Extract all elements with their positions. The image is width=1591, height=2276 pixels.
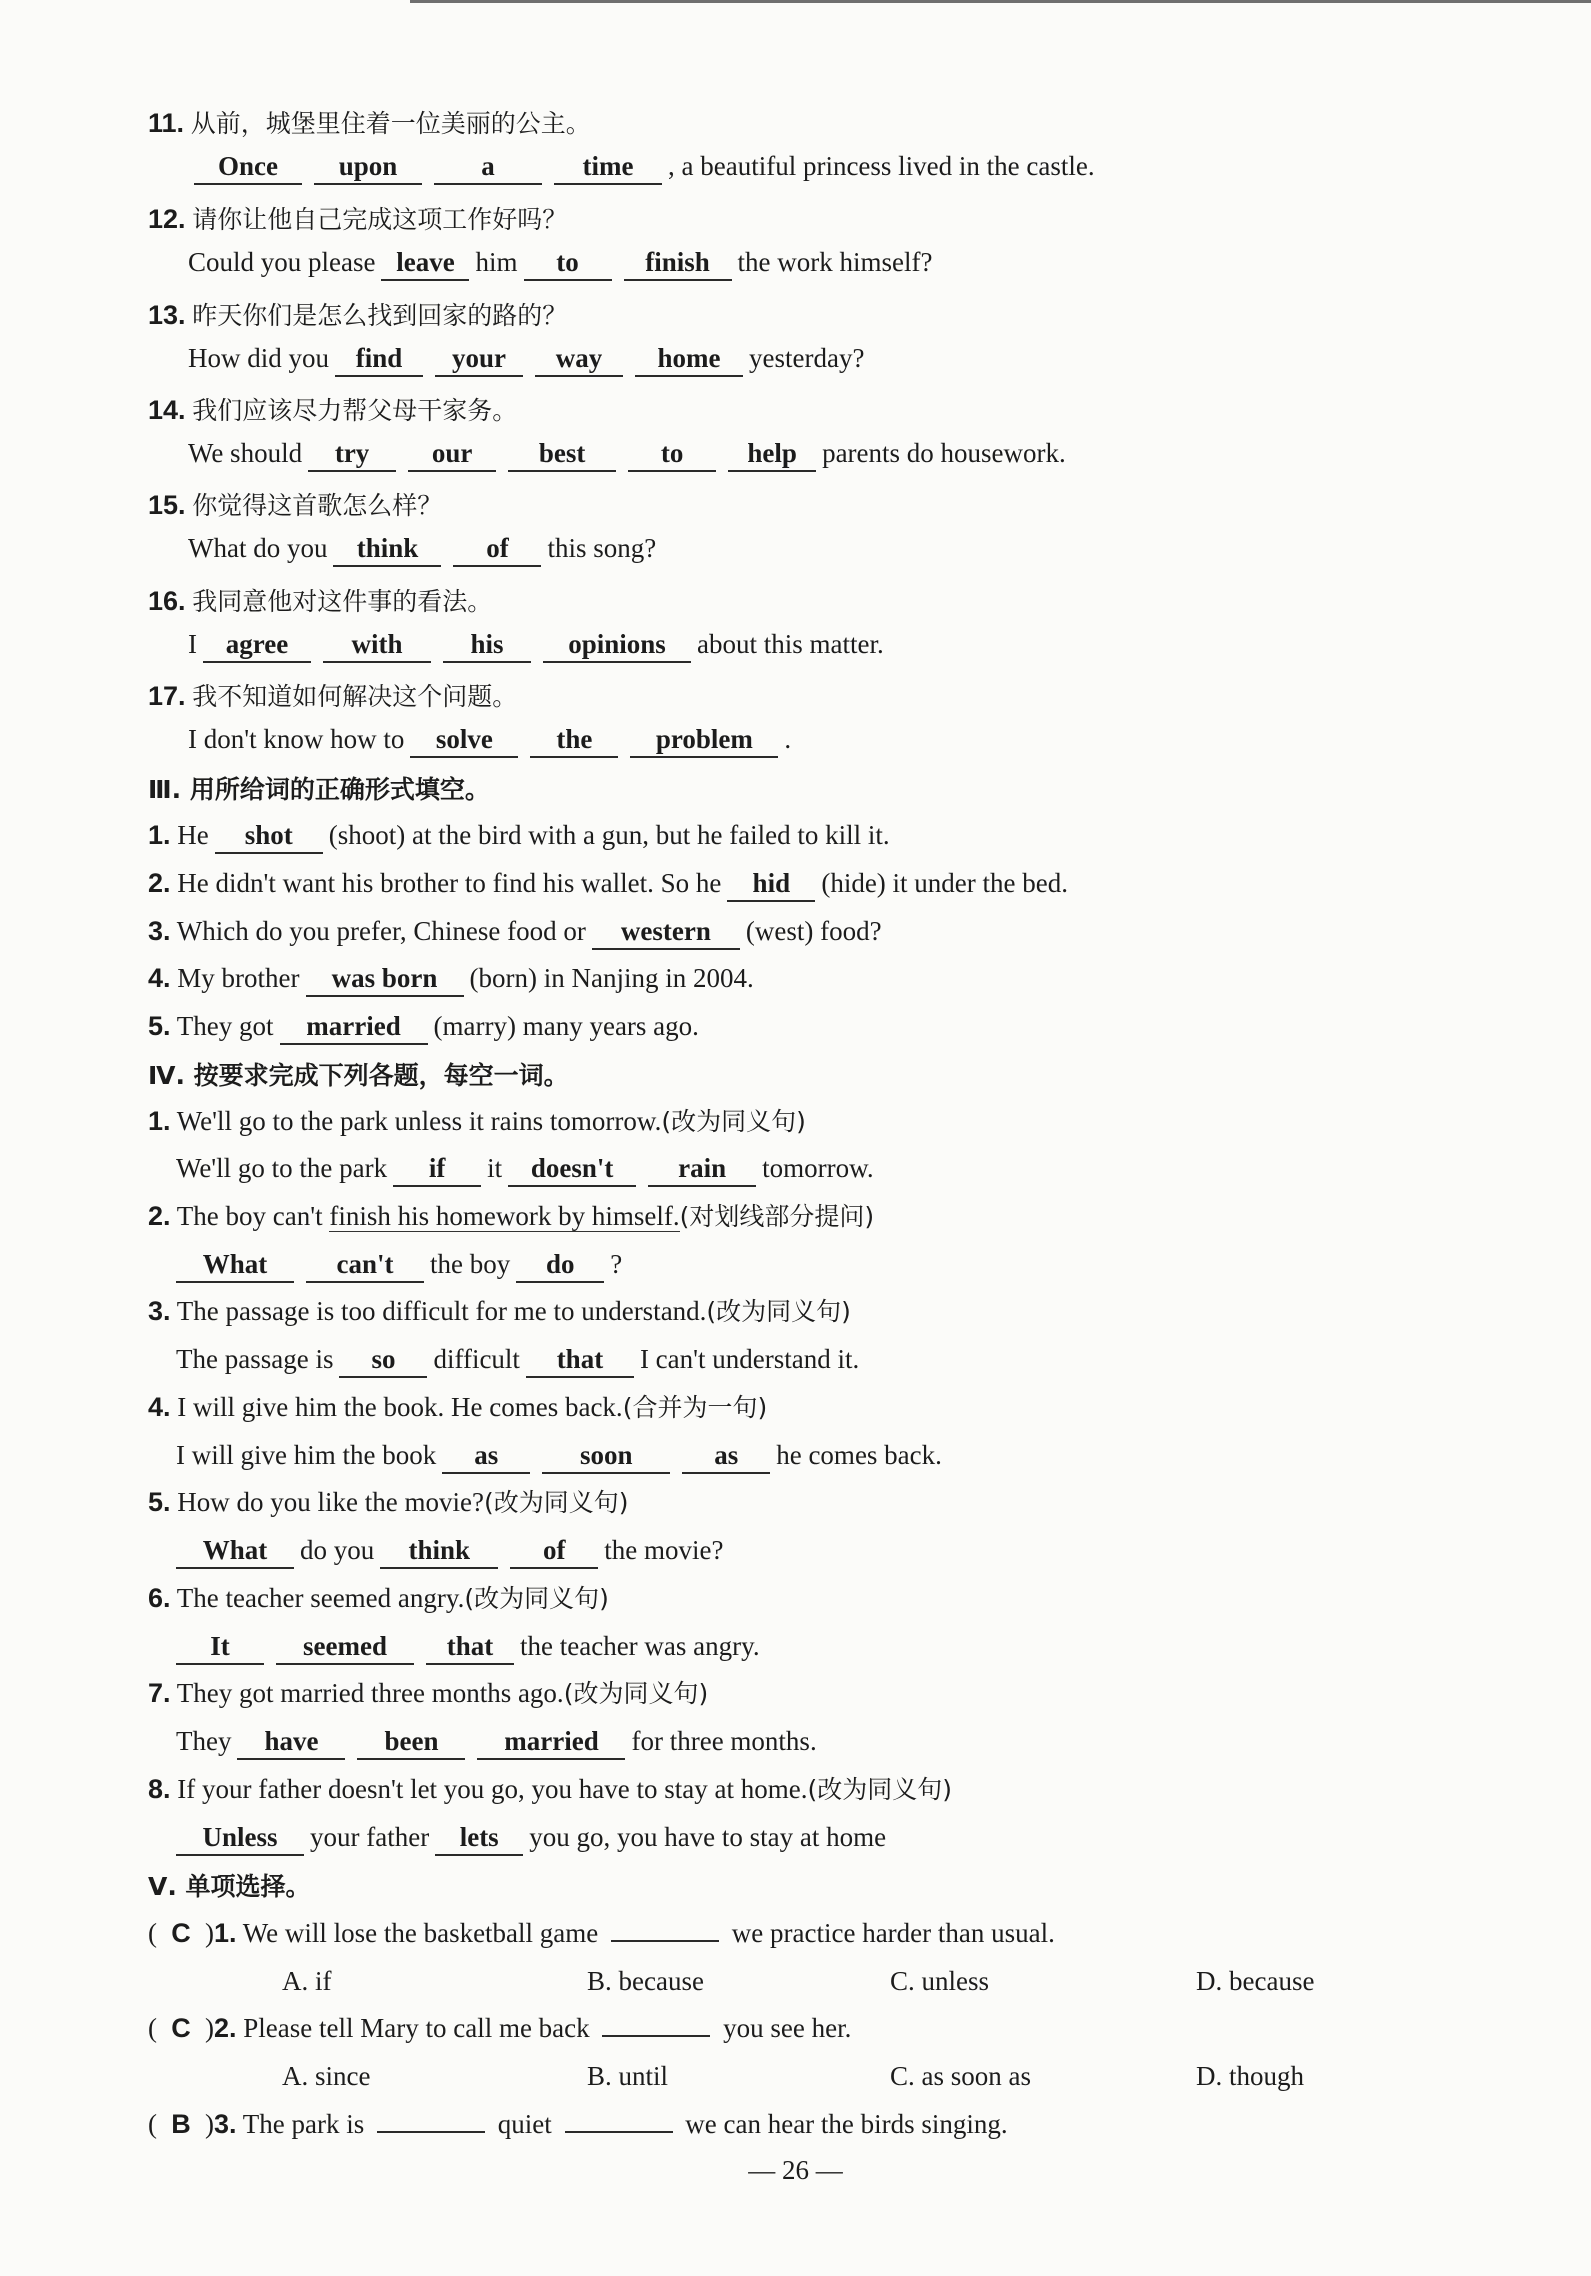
s5-q1-option-d: D. because [1196,1966,1315,1996]
s5-q1-option-b: B. because [587,1966,704,1996]
q17-blank-2: the [530,722,618,758]
q14-prompt [148,390,517,430]
s4-q1-mid: it [487,1153,503,1183]
s4-q6-answer [170,1626,760,1666]
s4-q3-rest: I can't understand it. [639,1344,860,1374]
s4-q5-blank-3: of [510,1533,598,1569]
q14-blank-1: try [308,436,396,472]
q12-blank-3: finish [624,245,732,281]
section-4-title-text: Ⅳ. 按要求完成下列各题，每空一词。 [148,1061,569,1090]
s3-q4-pre: My brother [177,963,300,993]
s4-q1-number: 1. [148,1106,171,1136]
q16-chinese: 我同意他对这件事的看法。 [192,587,493,616]
s5-q3-rest: we can hear the birds singing. [685,2109,1008,2139]
q11-answer-line [188,146,1095,186]
section-3-title-text: Ⅲ. 用所给词的正确形式填空。 [148,775,490,804]
q13-pre: How did you [188,343,329,373]
q14-blank-4: to [628,436,716,472]
s4-q8-rest: you go, you have to stay at home [529,1822,887,1852]
s4-q1-question [148,1101,806,1141]
s5-q2-answer: C [171,2013,191,2043]
q11-number: 11. [148,108,185,138]
s4-q4-blank-3: as [682,1438,770,1474]
s5-q1-close-paren: ) [205,1918,214,1948]
s4-q1-blank-3: rain [648,1151,756,1187]
s4-q6-blank-2: seemed [276,1629,414,1665]
q14-chinese: 我们应该尽力帮父母干家务。 [192,396,518,425]
q12-number: 12. [148,204,186,234]
s4-q8-number: 8. [148,1774,171,1804]
s5-q1-blank [611,1940,719,1942]
q13-answer-line [188,338,864,378]
s5-q3-close-paren: ) [205,2109,214,2139]
s4-q2-hint: (对划线部分提问) [679,1202,875,1231]
s4-q6-blank-1: It [176,1629,264,1665]
s4-q4-rest: he comes back. [776,1440,942,1470]
q13-chinese: 昨天你们是怎么找到回家的路的？ [192,301,568,330]
s4-q2-question [148,1196,874,1236]
s4-q2-number: 2. [148,1201,171,1231]
s4-q7-blank-2: been [357,1724,465,1760]
s4-q6-question [148,1578,609,1618]
s4-q5-rest: the movie? [604,1535,724,1565]
s5-q2-option-c: C. as soon as [890,2061,1031,2091]
q17-prompt [148,676,517,716]
s4-q8-question [148,1769,952,1809]
s4-q3-text: The passage is too difficult for me to understand. [176,1296,707,1326]
s3-q3-pre: Which do you prefer, Chinese food or [176,916,586,946]
q15-blank-2: of [453,531,541,567]
q15-pre: What do you [188,533,328,563]
s5-q1-number: 1. [214,1918,237,1948]
s5-q3-open-paren: ( [148,2109,157,2139]
s4-q5-hint: (改为同义句) [483,1488,629,1517]
q12-rest: the work himself? [737,247,933,277]
q14-blank-5: help [728,436,816,472]
s4-q3-number: 3. [148,1296,171,1326]
s5-q2-pre: Please tell Mary to call me back [243,2013,590,2043]
q13-rest: yesterday? [749,343,865,373]
s4-q3-answer [176,1339,859,1379]
s4-q5-blank-1: What [176,1533,294,1569]
s5-q1-pre: We will lose the basketball game [242,1918,599,1948]
s4-q8-text: If your father doesn't let you go, you have to stay at home. [177,1774,808,1804]
s3-q1-number: 1. [148,820,171,850]
s5-q3-blank-2 [565,2131,673,2133]
q13-blank-2: your [435,341,523,377]
q16-pre: I [188,629,197,659]
s4-q7-blank-1: have [237,1724,345,1760]
s4-q2-mid: the boy [430,1249,511,1279]
s4-q1-rest: tomorrow. [762,1153,874,1183]
s5-q1-rest: we practice harder than usual. [731,1918,1055,1948]
s5-q1-option-c: C. unless [890,1966,990,1996]
s3-q1-blank: shot [215,818,323,854]
s5-q2-number: 2. [214,2013,237,2043]
s3-q5-blank: married [280,1009,428,1045]
q12-mid: him [475,247,518,277]
s3-q4-number: 4. [148,963,171,993]
q16-rest: about this matter. [697,629,884,659]
s4-q4-blank-2: soon [542,1438,670,1474]
q16-blank-2: with [323,627,431,663]
q11-blank-4: time [554,149,662,185]
s5-q2-rest: you see her. [723,2013,852,2043]
q11-blank-3: a [434,149,542,185]
s3-q4 [148,958,754,998]
s4-q7-pre: They [176,1726,232,1756]
section-5-title [148,1866,311,1906]
q17-rest: . [784,724,792,754]
q14-answer-line [188,433,1066,473]
q15-answer-line [188,528,656,568]
s4-q3-pre: The passage is [176,1344,334,1374]
q13-blank-4: home [635,341,743,377]
q12-chinese: 请你让他自己完成这项工作好吗？ [192,205,568,234]
s5-q2-option-b: B. until [587,2061,669,2091]
s4-q6-number: 6. [148,1583,171,1613]
s4-q7-rest: for three months. [631,1726,817,1756]
s3-q3-blank: western [592,914,740,950]
s3-q2-rest: (hide) it under the bed. [821,868,1068,898]
s3-q3-number: 3. [148,916,171,946]
s4-q3-hint: (改为同义句) [706,1297,851,1326]
q14-number: 14. [148,395,186,425]
s4-q5-answer [170,1530,723,1570]
s4-q6-blank-3: that [426,1629,514,1665]
s5-q1-open-paren: ( [148,1918,157,1948]
s3-q3-rest: (west) food? [745,916,882,946]
q16-blank-3: his [443,627,531,663]
s5-q1 [148,1913,1055,1953]
s4-q4-question [148,1387,767,1427]
s5-q1-option-a: A. if [282,1966,332,1996]
s5-q3-answer: B [171,2109,191,2139]
q15-prompt [148,485,442,525]
q13-number: 13. [148,300,186,330]
q13-blank-1: find [335,341,423,377]
s4-q5-number: 5. [148,1487,171,1517]
s4-q8-mid: your father [310,1822,430,1852]
q15-blank-1: think [333,531,441,567]
s4-q4-hint: (合并为一句) [622,1393,768,1422]
q14-rest: parents do housework. [822,438,1066,468]
q12-prompt [148,199,567,239]
s4-q5-question [148,1482,629,1522]
s4-q7-text: They got married three months ago. [176,1678,564,1708]
q16-blank-4: opinions [543,627,691,663]
s4-q1-blank-2: doesn't [508,1151,636,1187]
s4-q4-pre: I will give him the book [176,1440,437,1470]
s5-q2-blank [602,2035,710,2037]
s4-q3-blank-2: that [526,1342,634,1378]
s4-q3-blank-1: so [339,1342,427,1378]
s3-q4-rest: (born) in Nanjing in 2004. [469,963,754,993]
s4-q1-text: We'll go to the park unless it rains tomorrow. [176,1106,662,1136]
q17-blank-3: problem [630,722,778,758]
s4-q5-mid: do you [300,1535,375,1565]
s5-q2 [148,2008,851,2048]
q12-pre: Could you please [188,247,376,277]
s3-q5 [148,1006,699,1046]
s4-q8-answer [170,1817,886,1857]
s4-q7-hint: (改为同义句) [563,1679,709,1708]
s4-q2-blank-1: What [176,1247,294,1283]
s5-q2-close-paren: ) [205,2013,214,2043]
s4-q4-blank-1: as [442,1438,530,1474]
s4-q8-hint: (改为同义句) [807,1775,952,1804]
s3-q2-pre: He didn't want his brother to find his wallet. So he [177,868,722,898]
s4-q1-pre: We'll go to the park [176,1153,388,1183]
top-border-line [410,0,1591,3]
s4-q2-blank-2: can't [306,1247,424,1283]
q16-number: 16. [148,586,186,616]
q11-prompt [148,103,591,143]
page-number: — 26 — [748,2155,843,2185]
s4-q2-rest: ? [610,1249,623,1279]
s4-q7-number: 7. [148,1678,171,1708]
s4-q6-text: The teacher seemed angry. [176,1583,465,1613]
s4-q2-text: The boy can't [176,1201,323,1231]
s4-q4-number: 4. [148,1392,171,1422]
s4-q2-underlined-text: finish his homework by himself. [329,1201,680,1231]
q14-blank-2: our [408,436,496,472]
q17-chinese: 我不知道如何解决这个问题。 [192,682,518,711]
q12-blank-1: leave [381,245,469,281]
s5-q3-mid: quiet [497,2109,552,2139]
s4-q7-blank-3: married [477,1724,625,1760]
s3-q4-blank: was born [306,961,464,997]
s3-q1-pre: He [177,820,209,850]
s4-q5-blank-2: think [380,1533,498,1569]
s4-q8-blank-1: Unless [176,1820,304,1856]
s4-q6-rest: the teacher was angry. [520,1631,760,1661]
q11-blank-1: Once [194,149,302,185]
q15-chinese: 你觉得这首歌怎么样？ [192,491,443,520]
s3-q1 [148,815,890,855]
q12-answer-line [188,242,932,282]
s3-q5-number: 5. [148,1011,171,1041]
s4-q5-text: How do you like the movie? [177,1487,484,1517]
s4-q8-blank-2: lets [435,1820,523,1856]
s5-q2-open-paren: ( [148,2013,157,2043]
s4-q7-answer [176,1721,817,1761]
q16-blank-1: agree [203,627,311,663]
q17-number: 17. [148,681,186,711]
s5-q2-option-a: A. since [282,2061,371,2091]
q11-rest: , a beautiful princess lived in the castle. [668,151,1095,181]
s4-q2-blank-3: do [516,1247,604,1283]
s5-q2-option-d: D. though [1196,2061,1304,2091]
q16-answer-line [188,624,884,664]
q13-prompt [148,295,567,335]
s5-q3-pre: The park is [242,2109,365,2139]
q13-blank-3: way [535,341,623,377]
q16-prompt [148,581,492,621]
section-3-title [148,769,490,809]
s4-q3-question [148,1291,851,1331]
q12-blank-2: to [524,245,612,281]
s4-q2-answer [170,1244,622,1284]
s3-q2-number: 2. [148,868,171,898]
q14-pre: We should [188,438,303,468]
s5-q3 [148,2104,1008,2144]
s3-q5-pre: They got [176,1011,274,1041]
s4-q1-blank-1: if [393,1151,481,1187]
s3-q3 [148,911,882,951]
s3-q5-rest: (marry) many years ago. [433,1011,699,1041]
q14-blank-3: best [508,436,616,472]
q15-number: 15. [148,490,186,520]
q17-blank-1: solve [410,722,518,758]
s4-q7-question [148,1673,708,1713]
q17-answer-line [188,719,791,759]
q15-rest: this song? [547,533,657,563]
s3-q2-blank: hid [727,866,815,902]
s5-q1-answer: C [171,1918,191,1948]
s3-q1-rest: (shoot) at the bird with a gun, but he failed to kill it. [328,820,890,850]
s4-q1-answer [176,1148,874,1188]
s4-q4-text: I will give him the book. He comes back. [177,1392,623,1422]
s3-q2 [148,863,1068,903]
s4-q3-mid: difficult [433,1344,520,1374]
s4-q1-hint: (改为同义句) [661,1107,806,1136]
q11-chinese: 从前，城堡里住着一位美丽的公主。 [190,109,591,138]
s4-q4-answer [176,1435,942,1475]
section-5-title-text: Ⅴ. 单项选择。 [148,1872,311,1901]
s4-q6-hint: (改为同义句) [464,1584,609,1613]
s5-q3-blank-1 [377,2131,485,2133]
q11-blank-2: upon [314,149,422,185]
section-4-title [148,1055,569,1095]
q17-pre: I don't know how to [188,724,405,754]
s5-q3-number: 3. [214,2109,237,2139]
